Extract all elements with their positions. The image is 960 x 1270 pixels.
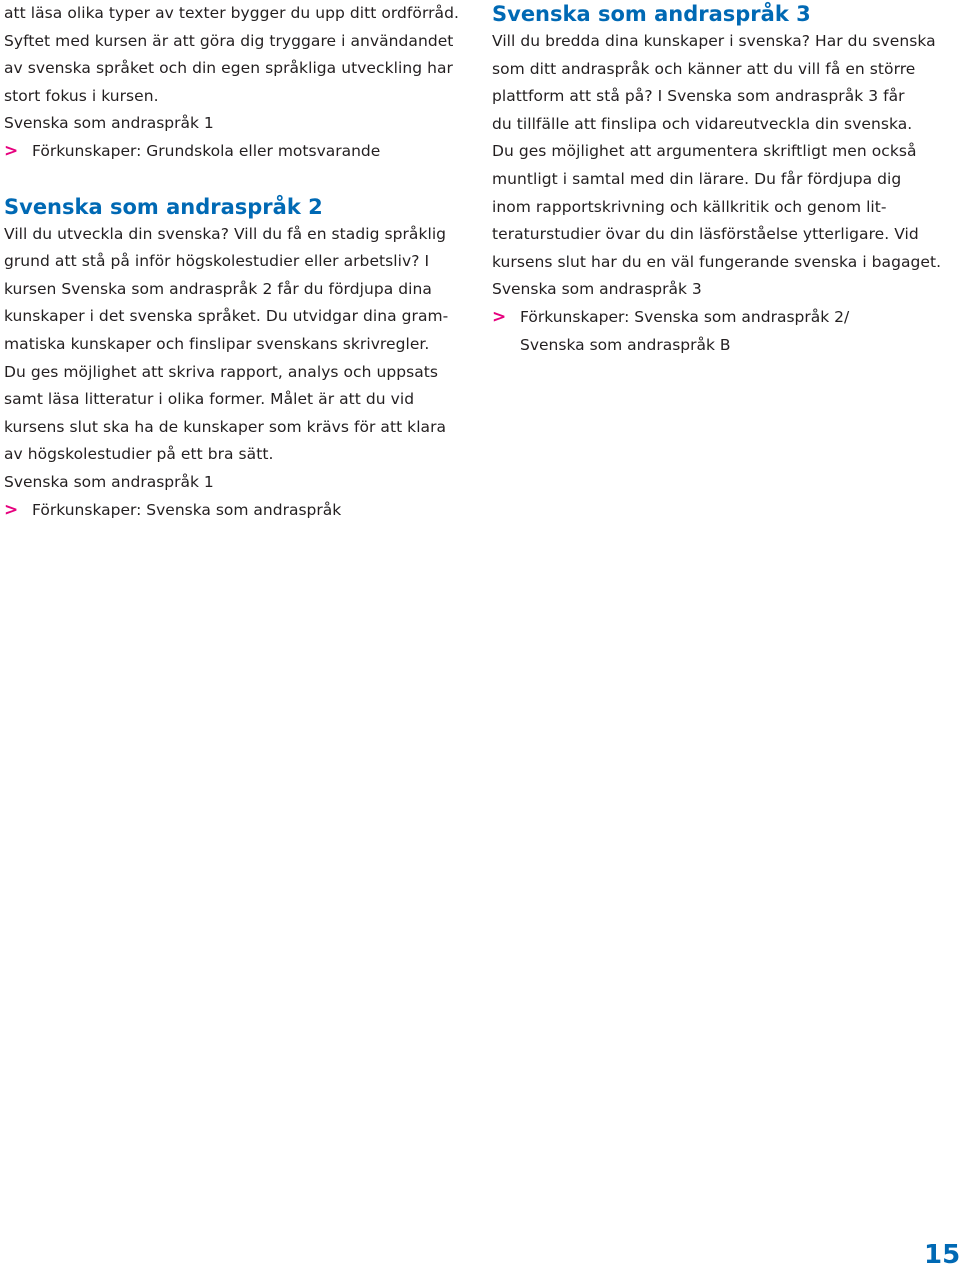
- arrow-bullet-icon: >: [4, 499, 19, 520]
- text-line: stort fokus i kursen.: [4, 86, 159, 105]
- prerequisite-text: Svenska som andraspråk B: [520, 335, 731, 354]
- text-line: att läsa olika typer av texter bygger du upp ditt ordförråd.: [4, 4, 459, 22]
- text-line: kursens slut ska ha de kunskaper som krävs för att klara: [4, 417, 447, 436]
- prerequisite: [4, 138, 474, 166]
- prerequisite: [4, 497, 474, 525]
- text-line: muntligt i samtal med din lärare. Du får fördjupa dig: [492, 169, 902, 188]
- prerequisite-text: Förkunskaper: Grundskola eller motsvarande: [32, 141, 381, 160]
- text-line: kunskaper i det svenska språket. Du utvidgar dina gram-: [4, 307, 449, 326]
- text-line: som ditt andraspråk och känner att du vill få en större: [492, 59, 916, 78]
- text-line: Vill du utveckla din svenska? Vill du få en stadig språklig: [4, 224, 447, 243]
- course-name: Svenska som andraspråk 3: [492, 280, 702, 299]
- text-line: du tillfälle att finslipa och vidareutveckla din svenska.: [492, 114, 913, 133]
- prerequisite-text: Förkunskaper: Svenska som andraspråk 2/: [520, 307, 850, 326]
- text-line: av högskolestudier på ett bra sätt.: [4, 445, 274, 464]
- text-line: Vill du bredda dina kunskaper i svenska? Har du svenska: [492, 32, 936, 50]
- text-line: av svenska språket och din egen språkliga utveckling har: [4, 59, 453, 78]
- text-line: kursen Svenska som andraspråk 2 får du fördjupa dina: [4, 279, 432, 298]
- text-line: teraturstudier övar du din läsförståelse ytterligare. Vid: [492, 225, 919, 244]
- course-description: [492, 28, 954, 276]
- text-line: grund att stå på inför högskolestudier eller arbetsliv? I: [4, 252, 430, 271]
- text-line: plattform att stå på? I Svenska som andraspråk 3 får: [492, 87, 905, 106]
- text-line: samt läsa litteratur i olika former. Målet är att du vid: [4, 390, 415, 409]
- prerequisite-text: Förkunskaper: Svenska som andraspråk: [32, 500, 342, 519]
- right-column: [492, 0, 954, 359]
- section-heading: Svenska som andraspråk 2: [4, 194, 323, 219]
- course-name: Svenska som andraspråk 1: [4, 114, 214, 133]
- page-number: 15: [924, 1240, 960, 1270]
- section-heading: Svenska som andraspråk 3: [492, 2, 811, 26]
- text-line: inom rapportskrivning och källkritik och genom lit-: [492, 197, 887, 216]
- prerequisite: [492, 304, 954, 359]
- text-line: matiska kunskaper och finslipar svenskans skrivregler.: [4, 334, 430, 353]
- left-column: [4, 0, 474, 524]
- arrow-bullet-icon: >: [4, 140, 19, 161]
- text-line: kursens slut har du en väl fungerande svenska i bagaget.: [492, 252, 942, 271]
- course-name: Svenska som andraspråk 1: [4, 472, 214, 491]
- text-line: Du ges möjlighet att skriva rapport, analys och uppsats: [4, 362, 439, 381]
- arrow-bullet-icon: >: [492, 306, 507, 327]
- text-line: Syftet med kursen är att göra dig tryggare i användandet: [4, 31, 454, 50]
- intro-paragraph: [4, 0, 474, 110]
- text-line: Du ges möjlighet att argumentera skriftligt men också: [492, 142, 917, 161]
- course-description: [4, 221, 474, 469]
